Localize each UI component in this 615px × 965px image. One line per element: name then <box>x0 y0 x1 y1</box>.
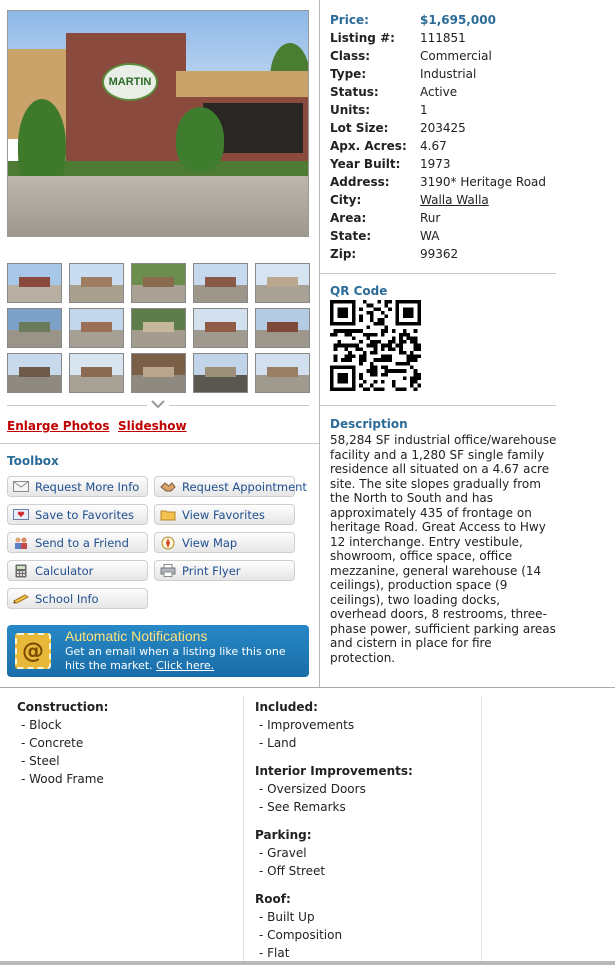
envelope-icon <box>12 480 30 493</box>
pencil-icon <box>12 592 30 605</box>
photo-thumbnail[interactable] <box>193 353 248 393</box>
detail-value: 99362 <box>420 247 459 261</box>
at-stamp-icon: @ <box>15 633 51 669</box>
detail-label: City: <box>330 193 362 207</box>
detail-row-type <box>330 65 546 83</box>
photo-thumbnail[interactable] <box>69 308 124 348</box>
thumb-ground <box>194 375 247 392</box>
detail-row-class <box>330 47 546 65</box>
detail-label: Status: <box>330 85 379 99</box>
feature-item: - Land <box>259 736 297 750</box>
qr-code-title: QR Code <box>330 284 388 298</box>
feature-group-title: Construction: <box>17 700 109 714</box>
detail-label: Lot Size: <box>330 121 389 135</box>
detail-row-lot-size <box>330 119 546 137</box>
feature-item: - Flat <box>259 946 290 960</box>
photo-shrub-right <box>176 107 224 171</box>
thumb-ground <box>70 285 123 302</box>
features-column-1 <box>17 688 237 965</box>
photo-thumbnail[interactable] <box>255 353 310 393</box>
property-details <box>330 11 546 263</box>
photo-gravel <box>8 176 309 237</box>
divider <box>169 405 309 406</box>
divider <box>0 443 319 444</box>
request-more-info-button[interactable] <box>7 476 148 497</box>
detail-row-year-built <box>330 155 546 173</box>
automatic-notifications-banner[interactable] <box>7 625 309 677</box>
toolbox-button-label: Calculator <box>35 563 94 578</box>
detail-value: 203425 <box>420 121 466 135</box>
photo-thumbnail[interactable] <box>7 353 62 393</box>
banner-text <box>65 645 305 673</box>
send-to-friend-button[interactable] <box>7 532 148 553</box>
photo-thumbnail[interactable] <box>131 308 186 348</box>
toolbox-button-label: Request More Info <box>35 479 140 494</box>
thumb-ground <box>256 375 309 392</box>
detail-value: 111851 <box>420 31 466 45</box>
photo-thumbnail[interactable] <box>7 308 62 348</box>
thumb-building <box>19 367 51 377</box>
folder-icon <box>159 508 177 521</box>
detail-row-acres <box>330 137 546 155</box>
calculator-icon <box>12 564 30 577</box>
toolbox-button-label: Save to Favorites <box>35 507 135 522</box>
thumb-building <box>143 322 175 332</box>
feature-group-title: Interior Improvements: <box>255 764 413 778</box>
thumb-ground <box>8 285 61 302</box>
detail-row-state <box>330 227 546 245</box>
photo-thumbnail[interactable] <box>255 308 310 348</box>
photo-thumbnail[interactable] <box>131 353 186 393</box>
feature-item: - Block <box>21 718 62 732</box>
thumb-ground <box>132 330 185 347</box>
detail-label: Price: <box>330 13 369 27</box>
thumb-building <box>143 277 175 287</box>
thumb-building <box>267 367 299 377</box>
thumb-ground <box>132 285 185 302</box>
detail-row-listing <box>330 29 546 47</box>
thumb-ground <box>256 330 309 347</box>
detail-label: Listing #: <box>330 31 395 45</box>
detail-row-zip <box>330 245 546 263</box>
photo-thumbnail[interactable] <box>69 263 124 303</box>
detail-row-price <box>330 11 546 29</box>
thumb-building <box>143 367 175 377</box>
feature-item: - See Remarks <box>259 800 346 814</box>
feature-item: - Concrete <box>21 736 84 750</box>
banner-message: Get an email when a listing like this one hits the market. <box>65 645 286 672</box>
thumb-ground <box>194 330 247 347</box>
detail-label: Zip: <box>330 247 357 261</box>
detail-value: 1973 <box>420 157 451 171</box>
feature-item: - Oversized Doors <box>259 782 366 796</box>
city-link[interactable]: Walla Walla <box>420 193 489 207</box>
photo-column <box>0 0 319 687</box>
thumb-building <box>205 322 237 332</box>
thumb-building <box>81 322 113 332</box>
photo-thumbnail[interactable] <box>255 263 310 303</box>
thumb-ground <box>70 375 123 392</box>
thumb-building <box>205 367 237 377</box>
photo-building-band <box>176 71 309 97</box>
detail-label: Class: <box>330 49 371 63</box>
thumb-building <box>205 277 237 287</box>
detail-value: Rur <box>420 211 441 225</box>
main-photo[interactable] <box>7 10 309 237</box>
feature-item: - Improvements <box>259 718 355 732</box>
photo-thumbnail[interactable] <box>193 308 248 348</box>
feature-item: - Off Street <box>259 864 326 878</box>
detail-label: Year Built: <box>330 157 401 171</box>
detail-row-address <box>330 173 546 191</box>
detail-label: Area: <box>330 211 367 225</box>
save-to-favorites-button[interactable] <box>7 504 148 525</box>
bottom-scroll-edge <box>0 961 615 965</box>
detail-label: State: <box>330 229 372 243</box>
toolbox-button-label: Send to a Friend <box>35 535 129 550</box>
feature-item: - Wood Frame <box>21 772 104 786</box>
view-map-button[interactable] <box>154 532 295 553</box>
column-separator <box>481 696 482 965</box>
photo-thumbnail[interactable] <box>7 263 62 303</box>
detail-value: 3190* Heritage Road <box>420 175 547 189</box>
thumb-building <box>19 277 51 287</box>
detail-row-units <box>330 101 546 119</box>
heart-envelope-icon <box>12 508 30 521</box>
people-icon <box>12 536 30 549</box>
photo-thumbnail[interactable] <box>69 353 124 393</box>
building-sign-logo: MARTIN <box>102 63 158 101</box>
detail-label: Apx. Acres: <box>330 139 407 153</box>
toolbox-title: Toolbox <box>7 454 59 468</box>
banner-click-here-link[interactable]: Click here. <box>156 659 215 672</box>
request-appointment-button[interactable] <box>154 476 307 497</box>
thumb-building <box>267 277 299 287</box>
calculator-button[interactable] <box>7 560 148 581</box>
detail-value: WA <box>420 229 440 243</box>
thumb-building <box>81 367 113 377</box>
detail-value: Active <box>420 85 458 99</box>
detail-value: 4.67 <box>420 139 447 153</box>
detail-label: Address: <box>330 175 390 189</box>
thumb-ground <box>256 285 309 302</box>
photo-thumbnail[interactable] <box>131 263 186 303</box>
thumb-ground <box>194 285 247 302</box>
view-favorites-button[interactable] <box>154 504 295 525</box>
divider <box>320 273 556 274</box>
handshake-icon <box>159 480 177 493</box>
features-section <box>0 688 615 965</box>
feature-item: - Composition <box>259 928 343 942</box>
banner-title: Automatic Notifications <box>65 628 208 644</box>
slideshow-link[interactable]: Slideshow <box>118 419 187 433</box>
features-column-2 <box>255 688 475 965</box>
detail-row-status <box>330 83 546 101</box>
qr-code-image <box>330 300 421 391</box>
detail-row-area <box>330 209 546 227</box>
toolbox-button-label: Print Flyer <box>182 563 241 578</box>
print-flyer-button[interactable] <box>154 560 295 581</box>
thumb-ground <box>70 330 123 347</box>
detail-value: Commercial <box>420 49 492 63</box>
toolbox-button-label: Request Appointment <box>182 479 307 494</box>
detail-value: $1,695,000 <box>420 13 496 27</box>
thumb-building <box>81 277 113 287</box>
divider <box>320 405 556 406</box>
thumb-building <box>267 322 299 332</box>
detail-label: Type: <box>330 67 367 81</box>
details-column <box>320 0 615 687</box>
feature-item: - Built Up <box>259 910 315 924</box>
thumb-ground <box>132 375 185 392</box>
toolbox-button-label: View Favorites <box>182 507 265 522</box>
feature-group-title: Parking: <box>255 828 312 842</box>
school-info-button[interactable] <box>7 588 148 609</box>
detail-value: 1 <box>420 103 428 117</box>
feature-group-title: Roof: <box>255 892 291 906</box>
toolbox-button-label: View Map <box>182 535 238 550</box>
photo-thumbnail[interactable] <box>193 263 248 303</box>
column-separator <box>243 696 244 965</box>
toolbox-button-label: School Info <box>35 591 99 606</box>
detail-value: Industrial <box>420 67 477 81</box>
thumb-ground <box>8 330 61 347</box>
thumb-ground <box>8 375 61 392</box>
printer-icon <box>159 564 177 577</box>
detail-row-city <box>330 191 546 209</box>
feature-group-title: Included: <box>255 700 318 714</box>
enlarge-photos-link[interactable]: Enlarge Photos <box>7 419 110 433</box>
thumb-building <box>19 322 51 332</box>
divider <box>7 405 147 406</box>
detail-label: Units: <box>330 103 371 117</box>
compass-icon <box>159 536 177 549</box>
description-title: Description <box>330 417 408 431</box>
chevron-down-icon[interactable] <box>150 399 166 409</box>
feature-item: - Steel <box>21 754 60 768</box>
feature-item: - Gravel <box>259 846 307 860</box>
description-text: 58,284 SF industrial office/warehouse facility and a 1,280 SF single family residence all situated on a 4.67 acre site. The site slopes gradually from the North to South and has approximately 435 of frontage on heritage Road. Great Access to Hwy 12 interchange. Entry vestibule, showroom, office space, office mezzanine, general warehouse (14 ceilings), production space (9 ceilings), two loading docks, overhead doors, 8 restrooms, three-phase power, sufficient parking areas and cistern in place for fire protection. <box>330 433 557 665</box>
